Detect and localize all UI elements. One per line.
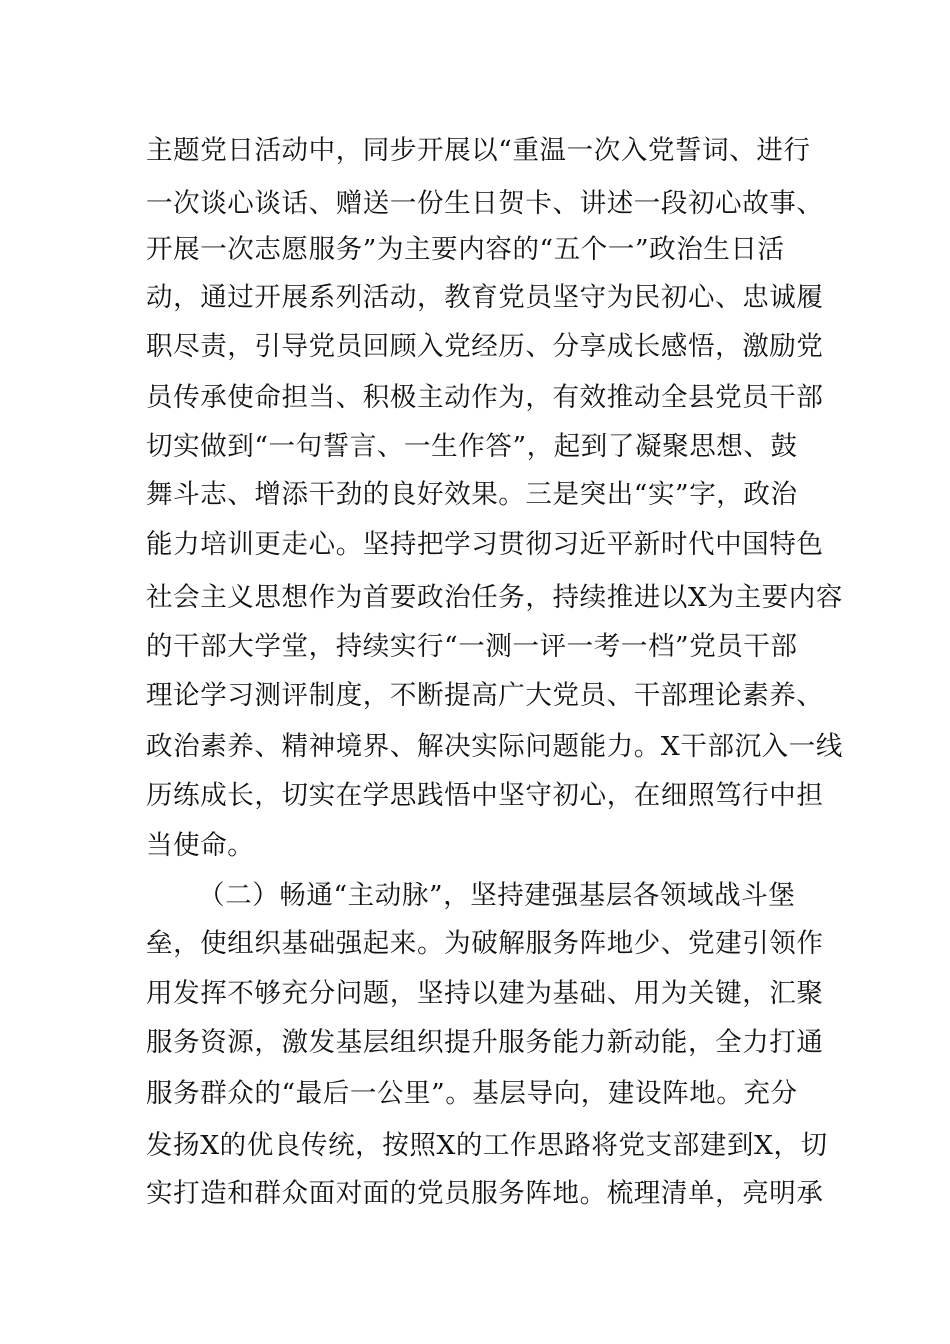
- text-line: 理论学习测评制度，不断提高广大党员、干部理论素养、: [146, 680, 824, 711]
- text-line: 用发挥不够充分问题，坚持以建为基础、用为关键，汇聚: [146, 978, 824, 1009]
- text-line: 服务群众的“最后一公里”。基层导向，建设阵地。充分: [146, 1078, 798, 1109]
- text-line: 垒，使组织基础强起来。为破解服务阵地少、党建引领作: [146, 928, 824, 959]
- text-line: 当使命。: [146, 830, 255, 861]
- text-line: 舞斗志、增添干劲的良好效果。三是突出“实”字，政治: [146, 479, 798, 510]
- text-line: 动，通过开展系列活动，教育党员坚守为民初心、忠诚履: [146, 282, 824, 313]
- text-line: 员传承使命担当、积极主动作为，有效推动全县党员干部: [146, 382, 824, 413]
- section-heading-line: （二）畅通“主动脉”，坚持建强基层各领域战斗堡: [198, 880, 796, 911]
- text-line: 发扬X的优良传统，按照X的工作思路将党支部建到X，切: [146, 1130, 828, 1161]
- text-line: 政治素养、精神境界、解决实际问题能力。X干部沉入一线: [146, 731, 843, 762]
- text-line: 的干部大学堂，持续实行“一测一评一考一档”党员干部: [146, 631, 798, 662]
- text-line: 一次谈心谈话、赠送一份生日贺卡、讲述一段初心故事、: [146, 188, 824, 219]
- text-line: 历练成长，切实在学思践悟中坚守初心，在细照笃行中担: [146, 780, 824, 811]
- text-line: 开展一次志愿服务”为主要内容的“五个一”政治生日活: [146, 234, 785, 265]
- text-line: 主题党日活动中，同步开展以“重温一次入党誓词、进行: [146, 135, 811, 166]
- text-line: 职尽责，引导党员回顾入党经历、分享成长感悟，激励党: [146, 331, 824, 362]
- text-line: 切实做到“一句誓言、一生作答”，起到了凝聚思想、鼓: [146, 431, 798, 462]
- text-line: 服务资源，激发基层组织提升服务能力新动能，全力打通: [146, 1027, 824, 1058]
- text-line: 实打造和群众面对面的党员服务阵地。梳理清单，亮明承: [146, 1178, 824, 1209]
- text-line: 能力培训更走心。坚持把学习贯彻习近平新时代中国特色: [146, 529, 824, 560]
- text-line: 社会主义思想作为首要政治任务，持续推进以X为主要内容: [146, 582, 843, 613]
